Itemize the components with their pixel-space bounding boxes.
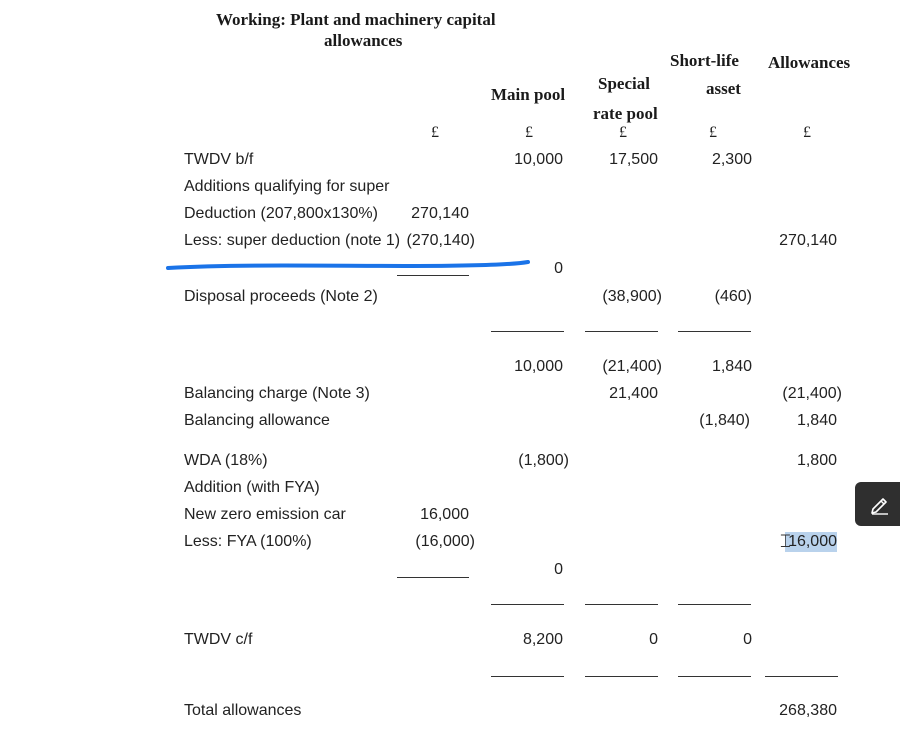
rule-short-3 bbox=[678, 676, 751, 677]
twdv-cf-special: 0 bbox=[649, 631, 658, 648]
disposal-special: (38,900) bbox=[602, 288, 662, 305]
currency-special: £ bbox=[619, 124, 627, 141]
pen-icon bbox=[869, 493, 891, 515]
zero-main-2: 0 bbox=[554, 561, 563, 578]
total-allow: 268,380 bbox=[779, 702, 837, 719]
label-balancing-allowance: Balancing allowance bbox=[184, 412, 330, 429]
currency-sub: £ bbox=[431, 124, 439, 141]
zero-main-1: 0 bbox=[554, 260, 563, 277]
label-additions-super: Additions qualifying for super bbox=[184, 178, 390, 195]
label-less-super: Less: super deduction (note 1) bbox=[184, 232, 401, 249]
rule-sub-1 bbox=[397, 275, 469, 276]
rule-main-1 bbox=[491, 331, 564, 332]
less-super-sub: (270,140) bbox=[406, 232, 475, 249]
twdv-bf-short: 2,300 bbox=[711, 151, 752, 168]
rule-main-3 bbox=[491, 676, 564, 677]
twdv-bf-special: 17,500 bbox=[609, 151, 658, 168]
twdv-cf-main: 8,200 bbox=[522, 631, 563, 648]
col-allowances: Allowances bbox=[768, 53, 851, 72]
label-balancing-charge: Balancing charge (Note 3) bbox=[184, 385, 370, 402]
col-special-line2: rate pool bbox=[593, 104, 658, 123]
twdv-cf-short: 0 bbox=[743, 631, 752, 648]
label-twdv-cf: TWDV c/f bbox=[184, 631, 253, 648]
currency-main: £ bbox=[525, 124, 533, 141]
wda-allow: 1,800 bbox=[796, 452, 837, 469]
less-super-allow: 270,140 bbox=[779, 232, 837, 249]
label-zero-car: New zero emission car bbox=[184, 506, 346, 523]
col-special-line1: Special bbox=[598, 74, 650, 93]
rule-allow-3 bbox=[765, 676, 838, 677]
balancing-charge-allow: (21,400) bbox=[782, 385, 842, 402]
currency-allow: £ bbox=[803, 124, 811, 141]
rule-main-2 bbox=[491, 604, 564, 605]
less-fya-sub: (16,000) bbox=[415, 533, 475, 550]
label-twdv-bf: TWDV b/f bbox=[184, 151, 254, 168]
label-less-fya: Less: FYA (100%) bbox=[184, 533, 312, 550]
rule-sub-2 bbox=[397, 577, 469, 578]
wda-main: (1,800) bbox=[518, 452, 569, 469]
subtotal-main: 10,000 bbox=[514, 358, 563, 375]
rule-short-2 bbox=[678, 604, 751, 605]
col-short-line2: asset bbox=[706, 79, 741, 98]
label-deduction: Deduction (207,800x130%) bbox=[184, 205, 378, 222]
label-wda: WDA (18%) bbox=[184, 452, 268, 469]
edit-annotation-button[interactable] bbox=[855, 482, 900, 526]
page-title-line2: allowances bbox=[324, 31, 403, 50]
deduction-sub: 270,140 bbox=[411, 205, 469, 222]
col-short-line1: Short-life bbox=[670, 51, 739, 70]
subtotal-special: (21,400) bbox=[602, 358, 662, 375]
page-title-line1: Working: Plant and machinery capital bbox=[216, 10, 496, 29]
rule-special-2 bbox=[585, 604, 658, 605]
less-fya-allow-selected[interactable]: 16,000 bbox=[785, 532, 837, 552]
label-addition-fya: Addition (with FYA) bbox=[184, 479, 320, 496]
rule-short-1 bbox=[678, 331, 751, 332]
twdv-bf-main: 10,000 bbox=[514, 151, 563, 168]
subtotal-short: 1,840 bbox=[711, 358, 752, 375]
text-cursor-icon: ⌶ bbox=[780, 531, 791, 552]
disposal-short: (460) bbox=[714, 288, 752, 305]
currency-short: £ bbox=[709, 124, 717, 141]
rule-special-3 bbox=[585, 676, 658, 677]
pen-underline-annotation bbox=[160, 254, 540, 278]
label-total-allowances: Total allowances bbox=[184, 702, 302, 719]
rule-special-1 bbox=[585, 331, 658, 332]
col-main-pool: Main pool bbox=[491, 85, 566, 104]
balancing-allowance-allow: 1,840 bbox=[796, 412, 837, 429]
balancing-charge-special: 21,400 bbox=[609, 385, 658, 402]
zero-car-sub: 16,000 bbox=[420, 506, 469, 523]
balancing-allowance-short: (1,840) bbox=[699, 412, 750, 429]
label-disposal: Disposal proceeds (Note 2) bbox=[184, 288, 378, 305]
